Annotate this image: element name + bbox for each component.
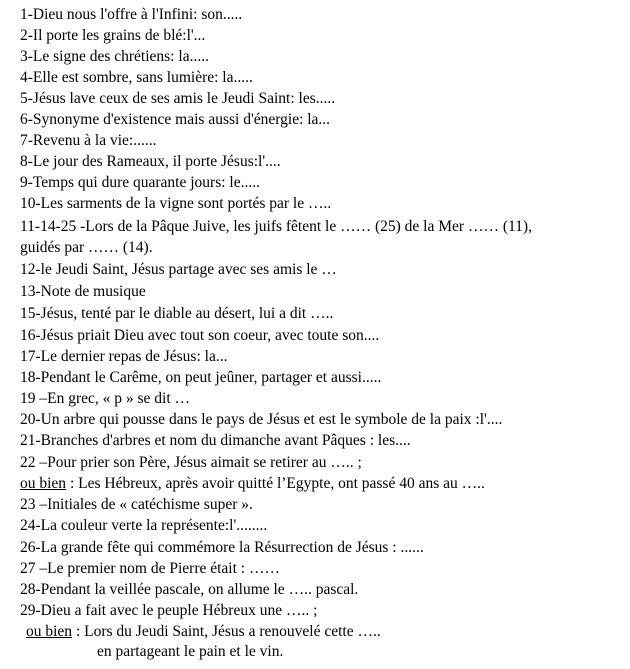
clue-21: 21-Branches d'arbres et nom du dimanche avant Pâques : les.... xyxy=(20,432,411,449)
clue-26: 26-La grande fête qui commémore la Résurrection de Jésus : ...... xyxy=(20,539,424,556)
clue-13: 13-Note de musique xyxy=(20,283,146,300)
clue-15: 15-Jésus, tenté par le diable au désert, lui a dit ….. xyxy=(20,305,334,322)
clue-4: 4-Elle est sombre, sans lumière: la..... xyxy=(20,69,253,86)
clue-29: 29-Dieu a fait avec le peuple Hébreux une ….. ; xyxy=(20,602,318,619)
clue-8: 8-Le jour des Rameaux, il porte Jésus:l'.... xyxy=(20,153,281,170)
clue-23: 23 –Initiales de « catéchisme super ». xyxy=(20,496,253,513)
clue-11-14-25-continued: guidés par …… (14). xyxy=(20,239,153,256)
clue-20: 20-Un arbre qui pousse dans le pays de Jésus et est le symbole de la paix :l'.... xyxy=(20,411,503,428)
clue-10: 10-Les sarments de la vigne sont portés par le ….. xyxy=(20,195,332,212)
clue-24: 24-La couleur verte la représente:l'........ xyxy=(20,517,268,534)
clue-29-alternative: ou bien : Lors du Jeudi Saint, Jésus a renouvelé cette ….. xyxy=(26,623,381,640)
clue-3: 3-Le signe des chrétiens: la..... xyxy=(20,48,209,65)
clue-19: 19 –En grec, « p » se dit … xyxy=(20,390,191,407)
clue-17: 17-Le dernier repas de Jésus: la... xyxy=(20,348,228,365)
clue-18: 18-Pendant le Carême, on peut jeûner, partager et aussi..... xyxy=(20,369,382,386)
clue-6: 6-Synonyme d'existence mais aussi d'énergie: la... xyxy=(20,111,331,128)
clue-16: 16-Jésus priait Dieu avec tout son coeur, avec toute son.... xyxy=(20,327,380,344)
clue-11-14-25: 11-14-25 -Lors de la Pâque Juive, les juifs fêtent le …… (25) de la Mer …… (11), xyxy=(20,218,532,235)
clue-9: 9-Temps qui dure quarante jours: le..... xyxy=(20,174,260,191)
clue-28: 28-Pendant la veillée pascale, on allume le ….. pascal. xyxy=(20,581,359,598)
alternative-label: ou bien xyxy=(20,475,67,492)
clue-22-alternative: ou bien : Les Hébreux, après avoir quitté l’Egypte, ont passé 40 ans au ….. xyxy=(20,475,485,492)
clue-1: 1-Dieu nous l'offre à l'Infini: son..... xyxy=(20,6,243,23)
clue-22: 22 –Pour prier son Père, Jésus aimait se retirer au ….. ; xyxy=(20,454,362,471)
clue-5: 5-Jésus lave ceux de ses amis le Jeudi Saint: les..... xyxy=(20,90,336,107)
clue-12: 12-le Jeudi Saint, Jésus partage avec ses amis le … xyxy=(20,261,337,278)
clue-2: 2-Il porte les grains de blé:l'... xyxy=(20,27,206,44)
clue-27: 27 –Le premier nom de Pierre était : …… xyxy=(20,560,280,577)
clue-7: 7-Revenu à la vie:...... xyxy=(20,132,157,149)
alternative-label: ou bien xyxy=(26,623,73,640)
clue-29-alternative-continued: en partageant le pain et le vin. xyxy=(97,643,284,660)
